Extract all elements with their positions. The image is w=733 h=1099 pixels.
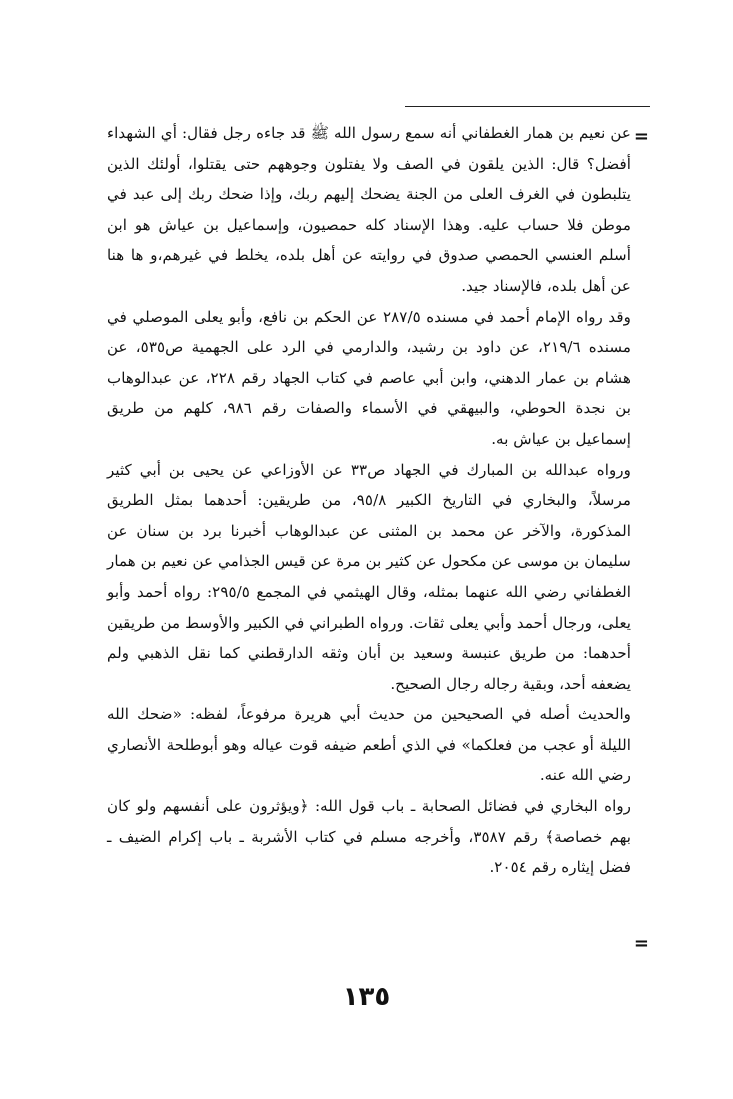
footnote-paragraph: ورواه عبدالله بن المبارك في الجهاد ص٣٣ عن الأوزاعي عن يحيى بن أبي كثير مرسلاً، والبخاري في التاريخ الكبير ٨/‏٩٥، من طريقين: أحدهما بمثل الطريق المذكورة، والآخر عن محمد بن المثنى عن عبدالوهاب أخبرنا برد بن سنان عن سليمان بن موسى عن مكحول عن كثير بن مرة عن قيس الجذامي عن نعيم بن همار الغطفاني رضي الله عنهما بمثله، وقال الهيثمي في المجمع ٥/‏٢٩٥: رواه أحمد وأبو يعلى، ورجال أحمد وأبي يعلى ثقات. ورواه الطبراني في الكبير والأوسط من طريقين أحدهما: من طريق عنبسة وسعيد بن أبان وثقه الدارقطني كما نقل الذهبي ولم يضعفه أحد، وبقية رجاله رجال الصحيح. <box>107 460 631 693</box>
footnote-paragraph: عن نعيم بن همار الغطفاني أنه سمع رسول الله ﷺ قد جاءه رجل فقال: أي الشهداء أفضل؟ قال: الذين يلقون في الصف ولا يفتلون وجوههم حتى يقتلوا، أولئك الذين يتلبطون في الغرف العلى من الجنة يضحك إليهم ربك، وإذا ضحك ربك إلى عبد في موطن فلا حساب عليه. وهذا الإسناد كله حمصيون، وإسماعيل بن عياش هو ابن أسلم العنسي الحمصي صدوق في روايته عن أهل بلده، يخلط في غيرهم،و ها هنا عن أهل بلده، فالإسناد جيد. <box>107 124 631 295</box>
page-number: ١٣٥ <box>342 982 391 1012</box>
footnote-paragraph: وقد رواه الإمام أحمد في مسنده ٥/‏٢٨٧ عن الحكم بن نافع، وأبو يعلى الموصلي في مسنده ٦/‏٢١٩، عن داود بن رشيد، والدارمي في الرد على الجهمية ص٥٣٥، عن هشام بن عمار الدهني، وابن أبي عاصم في كتاب الجهاد رقم ٢٢٨، عن عبدالوهاب بن نجدة الحوطي، والبيهقي في الأسماء والصفات رقم ٩٨٦، كلهم من طريق إسماعيل بن عياش به. <box>107 307 631 448</box>
footnote-continuation-mark-start: = <box>633 126 649 147</box>
footnote-continuation-mark-end: = <box>633 933 649 954</box>
footnotes-block <box>107 118 631 883</box>
footnote-separator-rule <box>405 106 650 107</box>
footnote-paragraph: والحديث أصله في الصحيحين من حديث أبي هريرة مرفوعاً، لفظه: «ضحك الله الليلة أو عجب من فعلكما» في الذي أطعم ضيفه قوت عياله وهو أبوطلحة الأنصاري رضي الله عنه. <box>107 705 631 785</box>
footnote-paragraph: رواه البخاري في فضائل الصحابة ـ باب قول الله: ﴿ويؤثرون على أنفسهم ولو كان بهم خصاصة﴾ رقم ٣٥٨٧، وأخرجه مسلم في كتاب الأشربة ـ باب إكرام الضيف ـ فضل إيثاره رقم ٢٠٥٤. <box>107 797 631 877</box>
